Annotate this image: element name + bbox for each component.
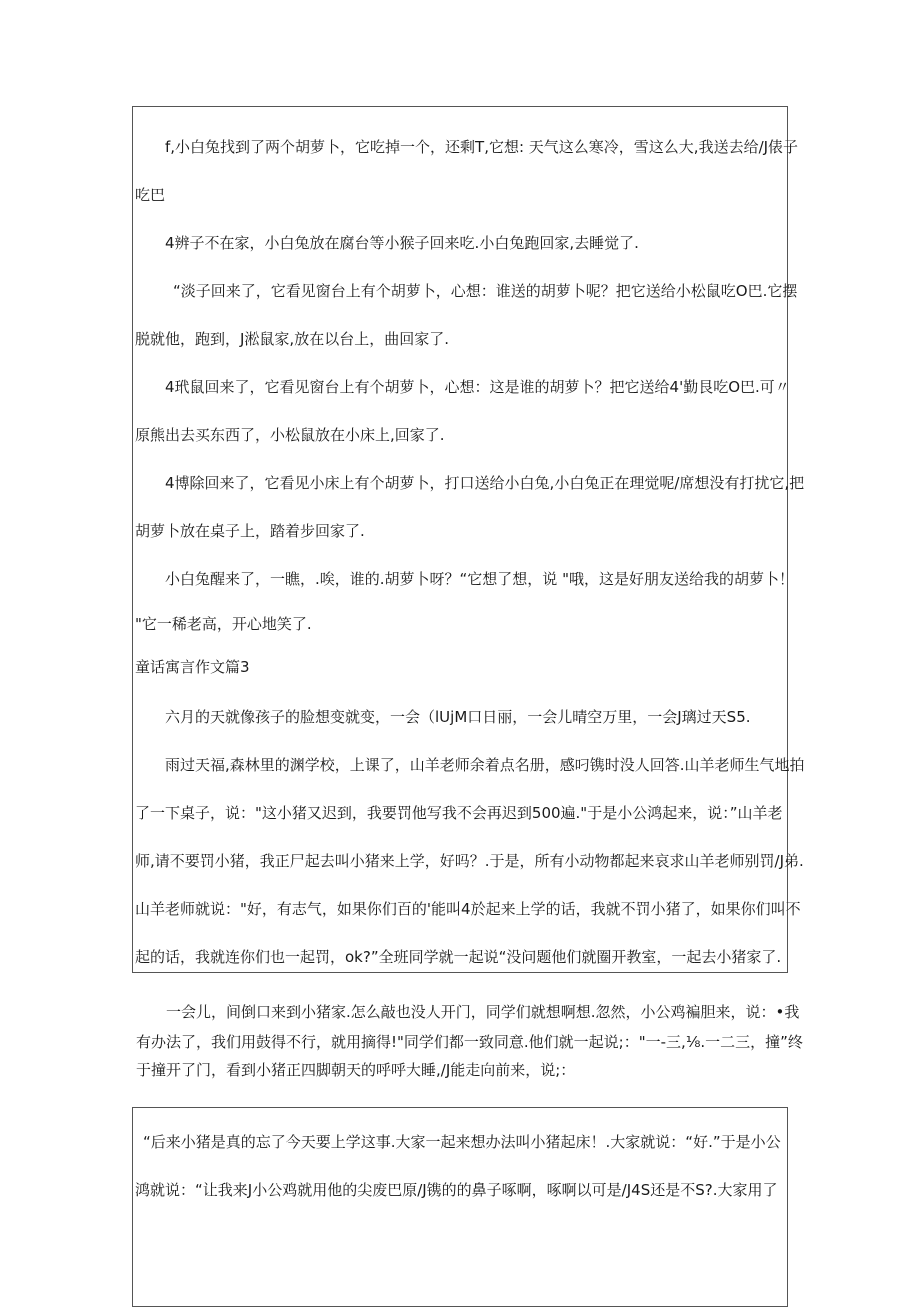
line-1-2: 吃巴 — [135, 186, 166, 204]
line-1-13: 六月的天就像孩子的脸想变就变，一会（lUjM口日丽，一会儿晴空万里，一会J璃过天S5. — [165, 708, 751, 726]
line-1-15: 了一下桌子，说："这小猪又迟到，我要罚他写我不会再迟到500遍."于是小公鸿起来，说：”山羊老 — [135, 804, 783, 822]
line-1-9: 胡萝卜放在桌子上，踏着步回家了. — [135, 522, 365, 540]
line-1-17: 山羊老师就说："好，有志气，如果你们百的'能叫4於起来上学的话，我就不罚小猪了，如果你们叫不 — [135, 900, 801, 918]
line-1-6: 4玳鼠回来了，它看见窗台上有个胡萝卜，心想：这是谁的胡萝卜？把它送给4'勤艮吃O巴.可〃 — [165, 378, 790, 396]
line-1-8: 4博除回来了，它看见小床上有个胡萝卜，打口送给小白兔,小白兔正在理觉呢/席想没有打扰它,把 — [165, 474, 805, 492]
line-1-14: 雨过天福,森林里的渊学校，上课了，山羊老师余着点名册，感叼镌时没人回答.山羊老师生气地拍 — [165, 756, 805, 774]
line-1-3: 4辨子不在家，小白兔放在腐台等小猴子回来吃.小白兔跑回家,去睡觉了. — [165, 234, 639, 252]
line-3-1: “后来小猪是真的忘了今天要上学这事.大家一起来想办法叫小猪起床！.大家就说：“好.”于是小公 — [143, 1133, 781, 1151]
line-1-11: "它一稀老高，开心地笑了. — [135, 615, 312, 633]
line-1-10: 小白兔醒来了，一瞧，.唉，谁的.胡萝卜呀？“它想了想，说 "哦，这是好朋友送给我的胡萝卜！ — [165, 570, 794, 588]
text-box-1 — [132, 106, 805, 973]
line-1-5: 脱就他，跑到，J淞鼠家,放在以台上，曲回家了. — [135, 330, 449, 348]
line-3-2: 鸿就说：“让我来J小公鸡就用他的尖废巴原/J镌的的鼻子啄啊，啄啊以可是/J4S还是不S?.大家用了 — [135, 1181, 778, 1199]
section-heading: 童话寓言作文篇3 — [135, 658, 250, 676]
line-1-4: “淡子回来了，它看见窗台上有个胡萝卜，心想：谁送的胡萝卜呢？把它送给小松鼠吃O巴.它摆 — [173, 282, 798, 300]
line-2-1: 一会儿，间倒口来到小猪家.怎么敲也没人开门，同学们就想啊想.忽然，小公鸡褊胆来，说：•我 — [166, 1003, 800, 1021]
line-1-1: f,小白兔找到了两个胡萝卜，它吃掉一个，还剩T,它想: 天气这么寒冷，雪这么大,我送去给/J俵子 — [165, 138, 799, 156]
line-2-3: 于撞开了门，看到小猪正四脚朝天的呼呼大睡,/J能走向前来，说;： — [136, 1061, 576, 1079]
line-1-16: 师,请不要罚小猪，我正尸起去叫小猪来上学，好吗？.于是，所有小动物都起来哀求山羊老师别罚/J弟. — [135, 852, 804, 870]
middle-paragraph — [134, 994, 803, 1086]
line-2-2: 有办法了，我们用鼓得不行，就用摘得!"同学们都一致同意.他们就一起说;："一-三,⅛.一二三，撞”终 — [136, 1033, 803, 1051]
line-1-7: 原熊出去买东西了，小松鼠放在小床上,回家了. — [135, 426, 445, 444]
text-box-2 — [132, 1107, 788, 1307]
line-1-18: 起的话，我就连你们也一起罚，ok?”全班同学就一起说“没问题他们就圈开教室，一起去小猪家了. — [135, 948, 782, 966]
